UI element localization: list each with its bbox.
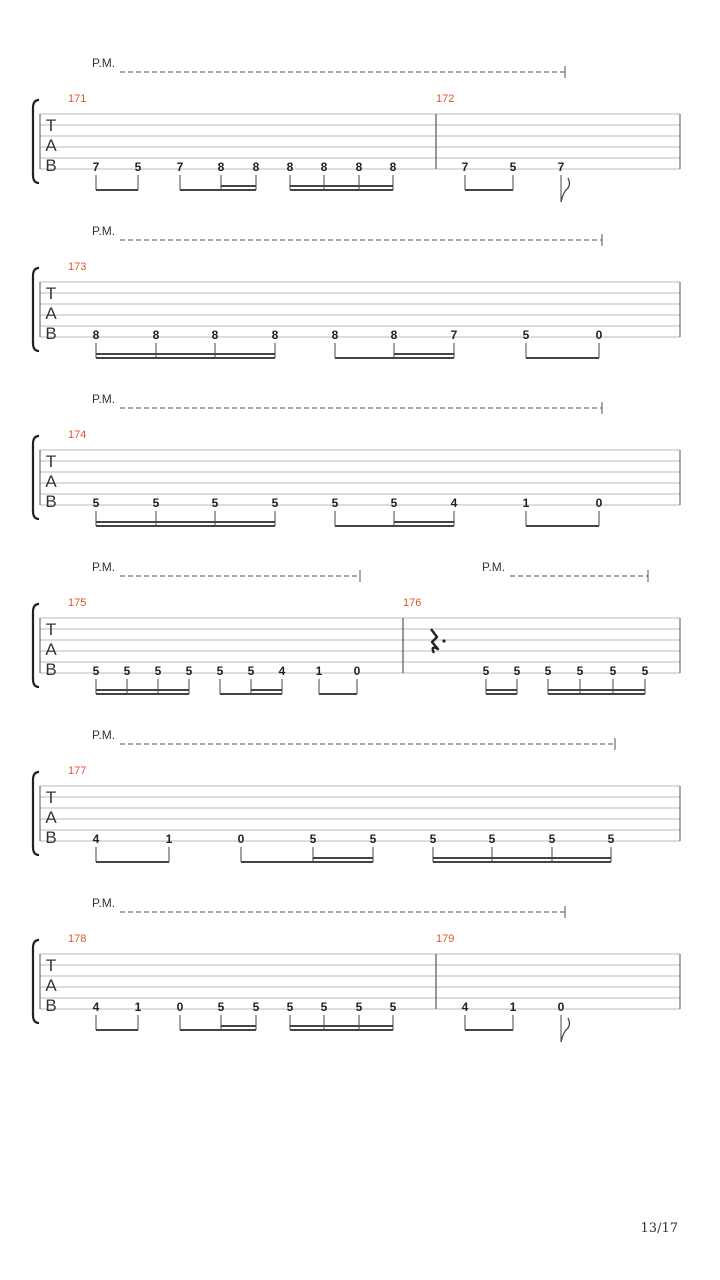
measure-number: 175	[68, 597, 87, 609]
palm-mute-label: P.M.	[92, 728, 116, 742]
fret-number: 0	[595, 496, 603, 510]
tab-clef-letter: A	[45, 472, 57, 491]
fret-number: 8	[390, 328, 398, 342]
measure-number: 174	[68, 429, 87, 441]
fret-number: 5	[488, 832, 496, 846]
note-flag	[561, 1018, 570, 1042]
fret-number: 1	[509, 1000, 517, 1014]
tab-clef-letter: B	[45, 828, 57, 847]
tab-clef-letter: T	[45, 116, 57, 135]
fret-number: 5	[544, 664, 552, 678]
palm-mute-label: P.M.	[92, 560, 116, 574]
fret-number: 5	[513, 664, 521, 678]
measure-number: 171	[68, 93, 87, 105]
tab-clef-letter: B	[45, 492, 57, 511]
fret-number: 8	[211, 328, 219, 342]
fret-number: 8	[331, 328, 339, 342]
fret-number: 5	[92, 664, 100, 678]
tab-clef-letter: A	[45, 976, 57, 995]
fret-number: 5	[331, 496, 339, 510]
fret-number: 5	[271, 496, 279, 510]
fret-number: 5	[576, 664, 584, 678]
tab-clef-letter: T	[45, 452, 57, 471]
tab-clef-letter: A	[45, 136, 57, 155]
fret-number: 4	[92, 1000, 100, 1014]
staff-system	[33, 896, 680, 1042]
fret-number: 4	[92, 832, 100, 846]
fret-number: 5	[123, 664, 131, 678]
page-number: 13/17	[640, 1221, 678, 1236]
system-bracket	[33, 268, 39, 351]
staff-system	[33, 560, 680, 694]
system-bracket	[33, 436, 39, 519]
fret-number: 5	[152, 496, 160, 510]
measure-number: 172	[436, 93, 455, 105]
measure-number: 178	[68, 933, 87, 945]
fret-number: 1	[522, 496, 530, 510]
tab-clef-letter: A	[45, 304, 57, 323]
measure-number: 176	[403, 597, 422, 609]
measure-number: 179	[436, 933, 455, 945]
fret-number: 5	[320, 1000, 328, 1014]
fret-number: 5	[185, 664, 193, 678]
fret-number: 5	[217, 1000, 225, 1014]
fret-number: 8	[355, 160, 363, 174]
staff-system	[33, 56, 680, 202]
fret-number: 1	[134, 1000, 142, 1014]
fret-number: 5	[548, 832, 556, 846]
fret-number: 0	[595, 328, 603, 342]
fret-number: 5	[355, 1000, 363, 1014]
fret-number: 5	[429, 832, 437, 846]
fret-number: 5	[607, 832, 615, 846]
rest-dot	[442, 639, 445, 642]
fret-number: 8	[252, 160, 260, 174]
palm-mute-label: P.M.	[92, 224, 116, 238]
fret-number: 5	[92, 496, 100, 510]
system-bracket	[33, 100, 39, 183]
fret-number: 5	[309, 832, 317, 846]
fret-number: 5	[390, 496, 398, 510]
fret-number: 5	[509, 160, 517, 174]
fret-number: 5	[389, 1000, 397, 1014]
system-bracket	[33, 940, 39, 1023]
fret-number: 8	[92, 328, 100, 342]
palm-mute-label: P.M.	[92, 896, 116, 910]
fret-number: 5	[641, 664, 649, 678]
fret-number: 4	[450, 496, 458, 510]
measure-number: 173	[68, 261, 87, 273]
fret-number: 8	[286, 160, 294, 174]
fret-number: 7	[176, 160, 184, 174]
note-flag	[561, 178, 570, 202]
tab-clef-letter: B	[45, 996, 57, 1015]
fret-number: 5	[522, 328, 530, 342]
fret-number: 1	[315, 664, 323, 678]
fret-number: 5	[609, 664, 617, 678]
fret-number: 5	[211, 496, 219, 510]
fret-number: 7	[450, 328, 458, 342]
fret-number: 5	[247, 664, 255, 678]
fret-number: 8	[271, 328, 279, 342]
fret-number: 0	[176, 1000, 184, 1014]
fret-number: 8	[389, 160, 397, 174]
fret-number: 4	[278, 664, 286, 678]
fret-number: 7	[557, 160, 565, 174]
fret-number: 8	[152, 328, 160, 342]
palm-mute-label: P.M.	[92, 56, 116, 70]
tab-clef-letter: T	[45, 284, 57, 303]
system-bracket	[33, 604, 39, 687]
fret-number: 5	[482, 664, 490, 678]
staff-system	[33, 728, 680, 862]
tab-clef-letter: A	[45, 808, 57, 827]
system-bracket	[33, 772, 39, 855]
fret-number: 0	[353, 664, 361, 678]
fret-number: 8	[217, 160, 225, 174]
tab-clef-letter: T	[45, 620, 57, 639]
tab-clef-letter: B	[45, 324, 57, 343]
staff-system	[33, 224, 680, 358]
fret-number: 4	[461, 1000, 469, 1014]
fret-number: 5	[154, 664, 162, 678]
tab-clef-letter: B	[45, 156, 57, 175]
fret-number: 5	[286, 1000, 294, 1014]
fret-number: 0	[557, 1000, 565, 1014]
fret-number: 5	[134, 160, 142, 174]
palm-mute-label: P.M.	[92, 392, 116, 406]
quarter-rest	[431, 629, 438, 653]
fret-number: 5	[216, 664, 224, 678]
tab-clef-letter: T	[45, 788, 57, 807]
palm-mute-label: P.M.	[482, 560, 506, 574]
tab-clef-letter: A	[45, 640, 57, 659]
fret-number: 8	[320, 160, 328, 174]
measure-number: 177	[68, 765, 87, 777]
staff-system	[33, 392, 680, 526]
fret-number: 1	[165, 832, 173, 846]
tab-clef-letter: T	[45, 956, 57, 975]
fret-number: 7	[92, 160, 100, 174]
fret-number: 7	[461, 160, 469, 174]
tab-clef-letter: B	[45, 660, 57, 679]
fret-number: 0	[237, 832, 245, 846]
fret-number: 5	[252, 1000, 260, 1014]
fret-number: 5	[369, 832, 377, 846]
